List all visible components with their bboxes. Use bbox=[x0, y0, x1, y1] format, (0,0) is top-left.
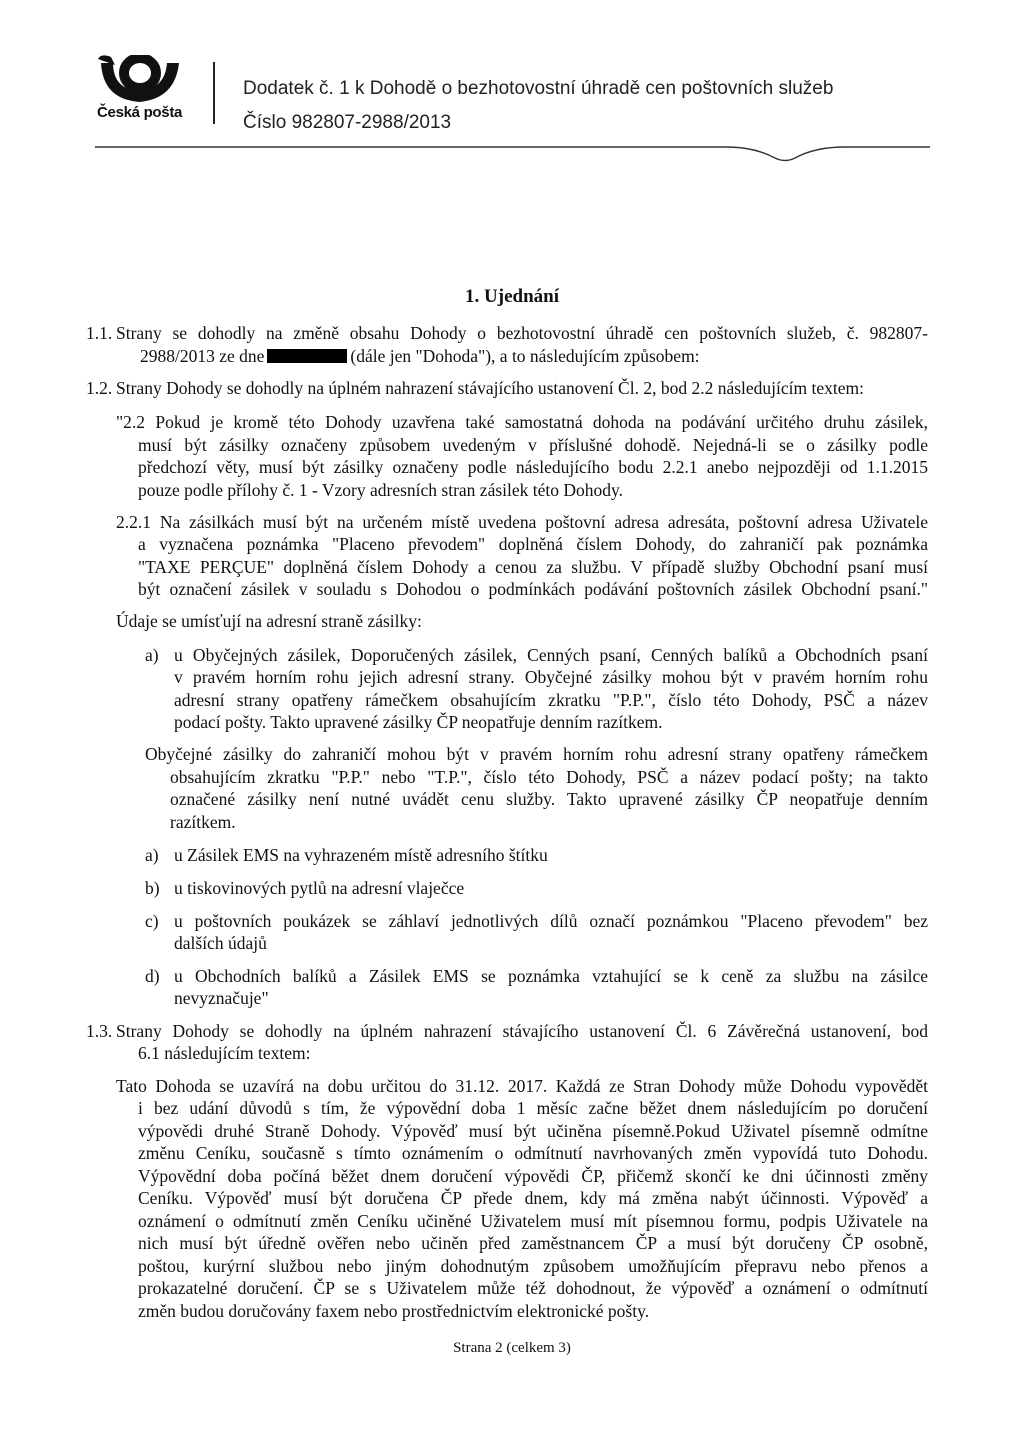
clause-1-2-text: Strany Dohody se dohodly na úplném nahrazení stávajícího ustanovení Čl. 2, bod 2.2 následujícím textem: bbox=[116, 378, 864, 398]
header-rule bbox=[95, 138, 930, 168]
tato-line9: poštou, kurýrní službou nebo jiným dohodnutým způsobem umožňujícím přepravu nebo přenos a bbox=[138, 1256, 928, 1276]
para-2-2-1-line1: 2.2.1 Na zásilkách musí být na určeném místě uvedena poštovní adresa adresáta, poštovní adresa Uživatele bbox=[116, 512, 928, 532]
list-label: b) bbox=[145, 878, 160, 898]
item-d-line1: u Obchodních balíků a Zásilek EMS se poznámka vztahující se k ceně za službu na zásilce bbox=[174, 966, 928, 986]
document-title: Dodatek č. 1 k Dohodě o bezhotovostní úhradě cen poštovních služeb bbox=[243, 78, 834, 99]
clause-1-3-line2: 6.1 následujícím textem: bbox=[138, 1043, 311, 1063]
clause-number: 1.1. bbox=[86, 323, 113, 343]
para-2-2-line2: musí být zásilky označeny způsobem uvedeným v příslušné dohodě. Nejedná-li se o zásilky podle bbox=[138, 435, 928, 455]
para-2-2-1-line2: a vyznačena poznámka "Placeno převodem" doplněná číslem Dohody, do zahraničí pak poznámka bbox=[138, 534, 928, 554]
tato-line6: Ceníku. Výpověď musí být doručena ČP přede dnem, kdy má změna nabýt účinnosti. Výpověď a bbox=[138, 1188, 928, 1208]
clause-1-1-rest: (dále jen "Dohoda"), a to následujícím způsobem: bbox=[350, 346, 700, 366]
clause-number: 1.3. bbox=[86, 1021, 113, 1041]
tato-line5: Výpovědní doba počíná běžet dnem doručení výpovědi ČP, přičemž skončí ke dni účinnosti změny bbox=[138, 1166, 928, 1186]
item-b-text: u tiskovinových pytlů na adresní vlaječce bbox=[174, 878, 465, 898]
tato-line3: výpovědi druhé Straně Dohody. Výpověď musí být učiněna písemně.Pokud Uživatel písemně odmítne bbox=[138, 1121, 928, 1141]
page-footer: Strana 2 (celkem 3) bbox=[453, 1340, 571, 1356]
tato-line8: nich musí být úředně ověřen nebo učiněn před zaměstnancem ČP a musí být doručeny ČP osobně, bbox=[138, 1233, 928, 1253]
document-number: Číslo 982807-2988/2013 bbox=[243, 112, 452, 133]
tato-line4: změnu Ceníku, současně s tímto oznámením o odmítnutí navrhovaných změn vypovídá tuto Dohodu. bbox=[138, 1143, 928, 1163]
para-2-2-line3: předchozí věty, musí být zásilky označeny podle následujícího bodu 2.2.1 anebo nejpozději od 1.1.2015 bbox=[138, 457, 928, 477]
item-a1-line3: adresní strany opatřeny rámečkem obsahujícím zkratku "P.P.", číslo této Dohody, PSČ a název bbox=[174, 690, 928, 710]
obycejne-line3: označené zásilky není nutné uvádět cenu služby. Takto upravené zásilky ČP neopatřuje denním bbox=[170, 789, 928, 809]
section-heading: 1. Ujednání bbox=[465, 286, 559, 307]
tato-line11: změn budou doručovány faxem nebo prostřednictvím elektronické pošty. bbox=[138, 1301, 650, 1321]
list-label: c) bbox=[145, 911, 159, 931]
tato-line10: prokazatelné doručení. ČP se s Uživatelem může též dohodnout, že výpověď a oznámení o odmítnutí bbox=[138, 1278, 928, 1298]
item-a1-line1: u Obyčejných zásilek, Doporučených zásilek, Cenných psaní, Cenných balíků a Obchodních psaní bbox=[174, 645, 928, 665]
udaje-text: Údaje se umísťují na adresní straně zásilky: bbox=[116, 611, 422, 631]
obycejne-line4: razítkem. bbox=[170, 812, 236, 832]
item-c-line2: dalších údajů bbox=[174, 933, 267, 953]
clause-1-1-line2 bbox=[140, 345, 700, 368]
clause-1-1-line1: Strany se dohodly na změně obsahu Dohody o bezhotovostní úhradě cen poštovních služeb, č. 982807- bbox=[116, 323, 928, 343]
para-2-2-line4: pouze podle přílohy č. 1 - Vzory adresních stran zásilek této Dohody. bbox=[138, 480, 624, 500]
list-label: d) bbox=[145, 966, 160, 986]
tato-line2: i bez udání důvodů s tím, že výpovědní doba 1 měsíc začne běžet dnem následujícím po doručení bbox=[138, 1098, 928, 1118]
item-a1-line2: v pravém horním rohu jejich adresní strany. Obyčejné zásilky mohou být v pravém horním rohu bbox=[174, 667, 928, 687]
header-divider bbox=[213, 62, 215, 124]
list-label: a) bbox=[145, 645, 159, 665]
para-2-2-1-line4: být označení zásilek v souladu s Dohodou o podmínkách podávání poštovních zásilek Obchodní psaní." bbox=[138, 579, 928, 599]
item-c-line1: u poštovních poukázek se záhlaví jednotlivých dílů označí poznámkou "Placeno převodem" bez bbox=[174, 911, 928, 931]
redacted-date bbox=[267, 349, 347, 363]
clause-number: 1.2. bbox=[86, 378, 113, 398]
para-2-2-1-line3: "TAXE PERÇUE" doplněná číslem Dohody a cenou za službu. V případě služby Obchodní psaní musí bbox=[138, 557, 928, 577]
item-d-line2: nevyznačuje" bbox=[174, 988, 269, 1008]
item-a1-line4: podací pošty. Takto upravené zásilky ČP neopatřuje denním razítkem. bbox=[174, 712, 663, 732]
logo-text: Česká pošta bbox=[97, 104, 183, 121]
para-2-2-line1: "2.2 Pokud je kromě této Dohody uzavřena také samostatná dohoda na podávání určitého druhu zásilek, bbox=[116, 412, 928, 432]
obycejne-line2: obsahujícím zkratku "P.P." nebo "T.P.", číslo této Dohody, PSČ a název podací pošty; na takto bbox=[170, 767, 928, 787]
tato-line1: Tato Dohoda se uzavírá na dobu určitou do 31.12. 2017. Každá ze Stran Dohody může Dohodu vypovědět bbox=[116, 1076, 928, 1096]
item-a2-text: u Zásilek EMS na vyhrazeném místě adresního štítku bbox=[174, 845, 548, 865]
list-label: a) bbox=[145, 845, 159, 865]
clause-1-1-date-label: 2988/2013 ze dne bbox=[140, 346, 265, 366]
tato-line7: oznámení o odmítnutí změn Ceníku učiněné Uživatelem musí mít písemnou formu, podpis Uživatele na bbox=[138, 1211, 928, 1231]
obycejne-line1: Obyčejné zásilky do zahraničí mohou být v pravém horním rohu adresní strany opatřeny rámečkem bbox=[145, 744, 928, 764]
clause-1-3-line1: Strany Dohody se dohodly na úplném nahrazení stávajícího ustanovení Čl. 6 Závěrečná ustanovení, bod bbox=[116, 1021, 928, 1041]
